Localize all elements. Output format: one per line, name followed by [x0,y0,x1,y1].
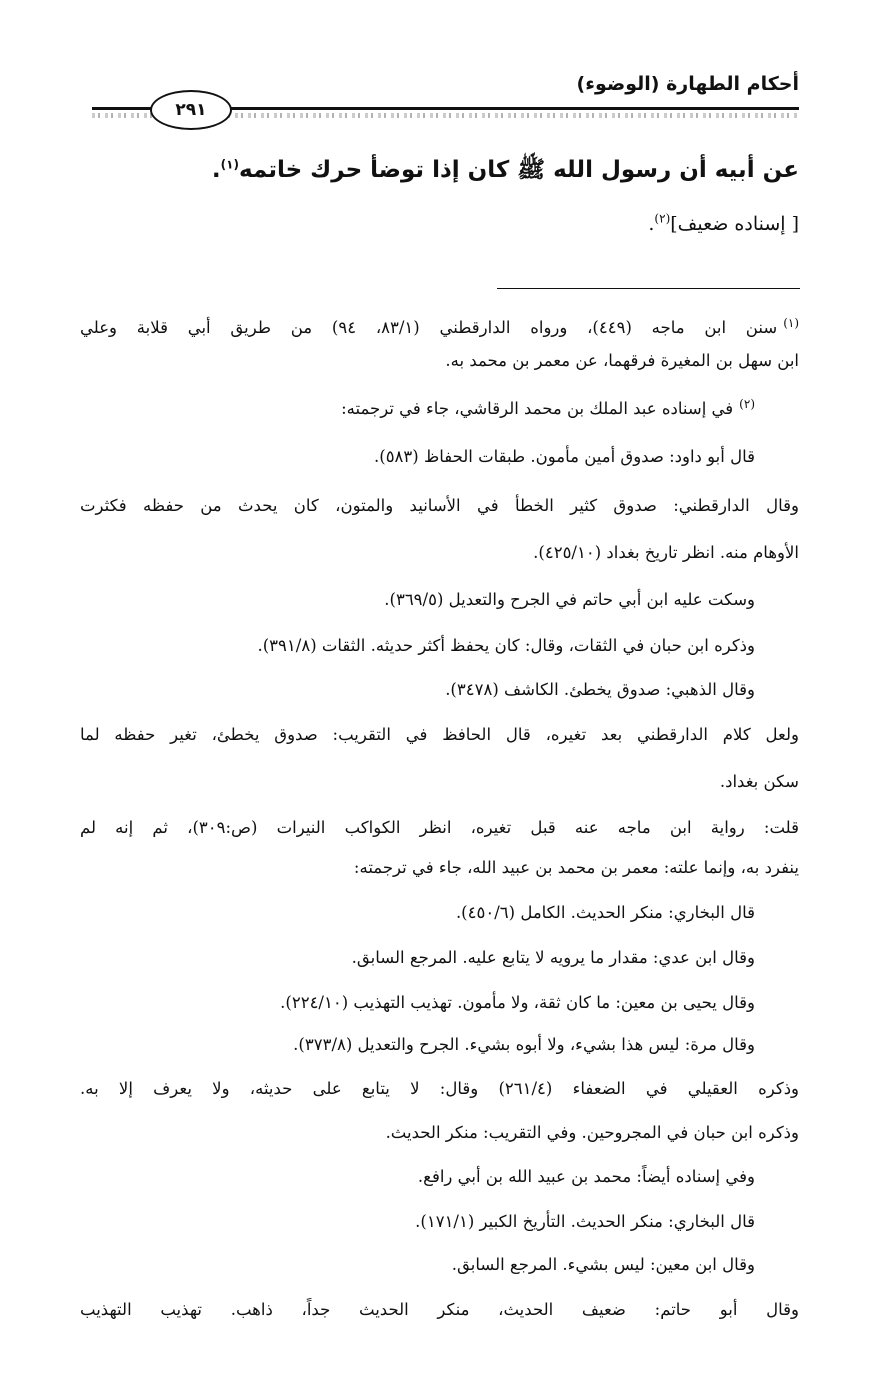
footnote-text: وقال ابن عدي: مقدار ما يرويه لا يتابع عليه. المرجع السابق. [351,948,755,967]
footnote-text: وقال أبو حاتم: ضعيف الحديث، منكر الحديث جداً، ذاهب. تهذيب التهذيب [80,1300,799,1319]
footnote-line [80,1074,799,1104]
footnote-text: وقال يحيى بن معين: ما كان ثقة، ولا مأمون. تهذيب التهذيب (٢٢٤/١٠). [280,993,755,1012]
footnote-text: وقال الدارقطني: صدوق كثير الخطأ في الأسانيد والمتون، كان يحدث من حفظه فكثرت [80,496,799,515]
footnote-line [445,675,755,705]
footnote-line [720,767,799,797]
footnote-line [386,1118,799,1148]
footnote-text: قلت: رواية ابن ماجه عنه قبل تغيره، انظر الكواكب النيرات (ص:٣٠٩)، ثم إنه لم [80,818,799,837]
running-title: أحكام الطهارة (الوضوء) [576,73,799,95]
grade-text [300,206,799,242]
footnote-text: وقال ابن معين: ليس بشيء. المرجع السابق. [451,1255,755,1274]
footnote-ref-1: (١) [220,157,239,172]
footnote-line [354,853,799,883]
footnote-line [341,394,755,424]
footnote-line [445,346,799,376]
footnote-text: قال البخاري: منكر الحديث. التأريخ الكبير (١٧١/١). [415,1212,755,1231]
hadith-line: عن أبيه أن رسول الله ﷺ كان إذا توضأ حرك خاتمه [238,157,799,183]
footnote-text: الأوهام منه. انظر تاريخ بغداد (٤٢٥/١٠). [533,543,799,562]
footnote-text: وقال مرة: ليس هذا بشيء، ولا أبوه بشيء. الجرح والتعديل (٣٧٣/٨). [293,1035,755,1054]
footnote-text: سكن بغداد. [719,772,799,791]
footnote-text: في إسناده عبد الملك بن محمد الرقاشي، جاء في ترجمته: [341,399,734,418]
footnote-line [80,313,799,343]
footnote-text: ينفرد به، وإنما علته: معمر بن محمد بن عبيد الله، جاء في ترجمته: [353,858,799,877]
hadith-period: . [211,157,221,183]
footnote-text: ولعل كلام الدارقطني بعد تغيره، قال الحافظ في التقريب: صدوق يخطئ، تغير حفظه لما [80,725,799,744]
footnote-text: قال البخاري: منكر الحديث. الكامل (٤٥٠/٦). [455,903,755,922]
footnote-line [80,1295,799,1325]
footnote-text: ابن سهل بن المغيرة فرقهما، عن معمر بن محمد به. [445,351,799,370]
footnote-text: وسكت عليه ابن أبي حاتم في الجرح والتعديل (٣٦٩/٥). [384,590,755,609]
footnote-text: وذكره ابن حبان في المجروحين. وفي التقريب: منكر الحديث. [385,1123,799,1142]
grade-period: . [648,213,655,235]
footnote-line [452,1250,755,1280]
footnote-line [352,943,755,973]
footnote-line [257,631,755,661]
page-number: ٢٩١ [150,90,232,130]
footnote-line [418,1162,755,1192]
footnote-text: قال أبو داود: صدوق أمين مأمون. طبقات الحفاظ (٥٨٣). [374,447,755,466]
footnote-line [374,442,755,472]
footnote-separator [497,288,800,289]
footnote-marker: (١) [783,315,800,330]
footnote-text: وذكره ابن حبان في الثقات، وقال: كان يحفظ أكثر حديثه. الثقات (٣٩١/٨). [257,636,755,655]
footnote-line [80,813,799,843]
footnote-text: وقال الذهبي: صدوق يخطئ. الكاشف (٣٤٧٨). [445,680,755,699]
footnote-line [280,988,755,1018]
footnote-line [456,898,755,928]
footnote-line [80,491,799,521]
hadith-text [140,150,799,190]
footnote-line [533,538,799,568]
footnote-text: سنن ابن ماجه (٤٤٩)، ورواه الدارقطني (٨٣/١، ٩٤) من طريق أبي قلابة وعلي [80,318,778,337]
footnote-line [384,585,755,615]
footnote-text: وفي إسناده أيضاً: محمد بن عبيد الله بن أبي رافع. [417,1167,755,1186]
footnote-ref-2: (٢) [654,211,671,226]
footnote-line [415,1207,755,1237]
footnote-line [293,1030,755,1060]
footnote-line [80,720,799,750]
footnote-marker: (٢) [739,396,755,411]
footnote-text: وذكره العقيلي في الضعفاء (٢٦١/٤) وقال: لا يتابع على حديثه، ولا يعرف إلا به. [80,1079,800,1098]
grade-line: [ إسناده ضعيف] [670,213,799,235]
